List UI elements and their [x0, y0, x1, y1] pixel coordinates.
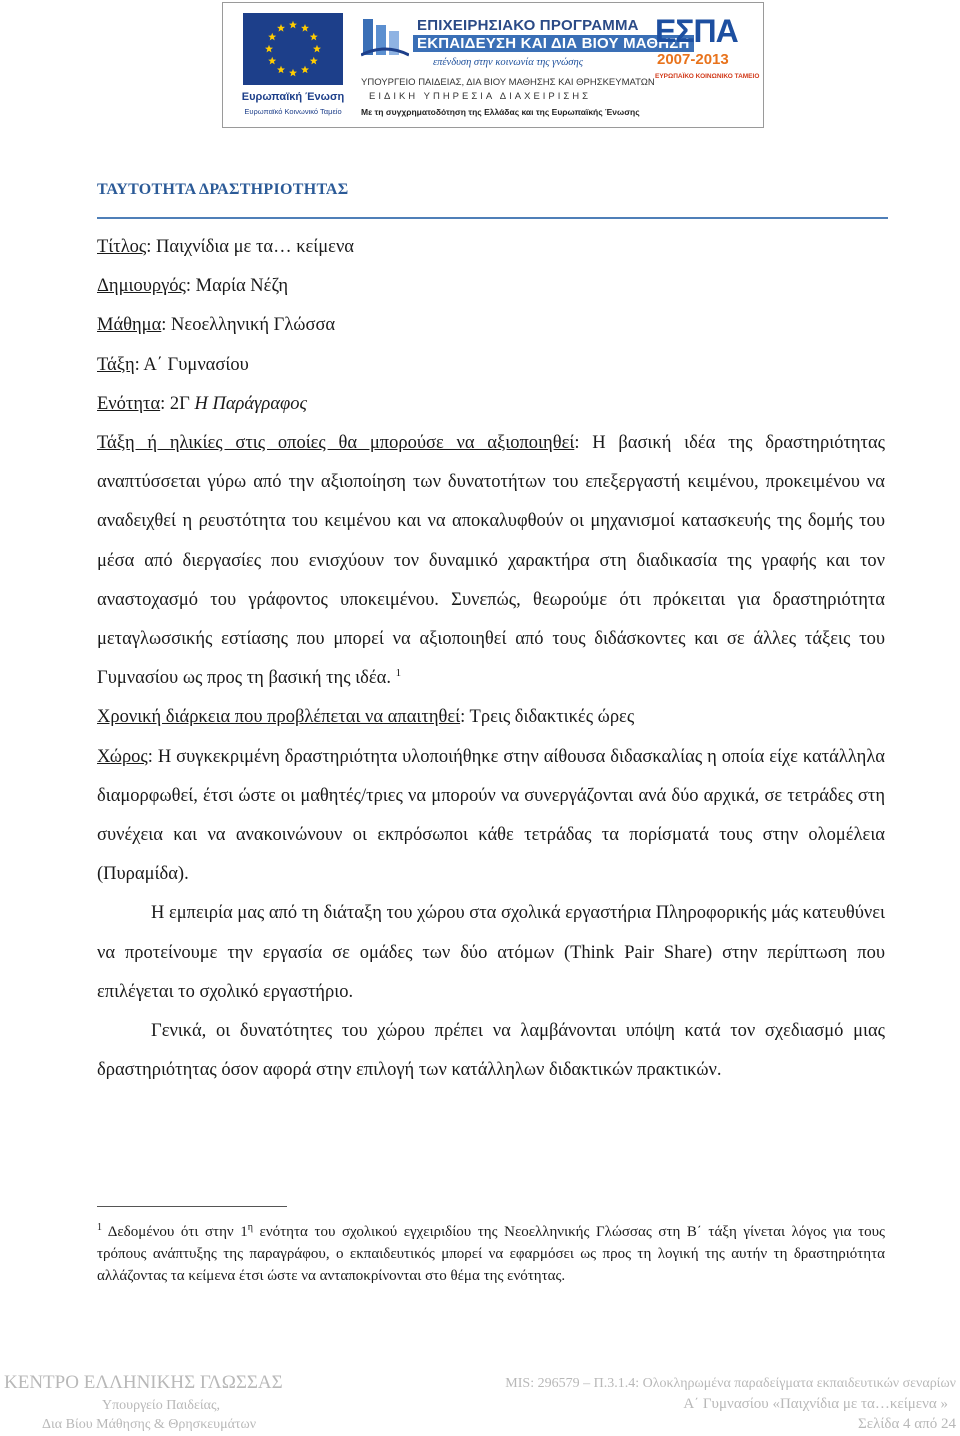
- field-label: Χρονική διάρκεια που προβλέπεται να απαιτηθεί: [97, 707, 461, 728]
- footer-ministry: Υπουργείο Παιδείας,: [102, 1398, 221, 1413]
- field-ages: [97, 424, 885, 698]
- field-label: Χώρος: [97, 746, 148, 767]
- field-label: Τίτλος: [97, 237, 147, 257]
- ministry-name: ΥΠΟΥΡΓΕΙΟ ΠΑΙΔΕΙΑΣ, ΔΙΑ ΒΙΟΥ ΜΑΘΗΣΗΣ ΚΑΙ ΘΡΗΣΚΕΥΜΑΤΩΝ: [361, 77, 655, 88]
- espa-fund-name: ΕΥΡΩΠΑΪΚΟ ΚΟΙΝΩΝΙΚΟ ΤΑΜΕΙΟ: [655, 73, 760, 80]
- footer-mis: MIS: 296579 – Π.3.1.4: Ολοκληρωμένα παραδείγματα εκπαιδευτικών σεναρίων: [505, 1376, 956, 1391]
- field-label: Ενότητα: [97, 393, 161, 414]
- program-title: ΕΠΙΧΕΙΡΗΣΙΑΚΟ ΠΡΟΓΡΑΜΜΑ: [417, 17, 639, 34]
- field-class: [97, 346, 885, 385]
- field-value: : Νεοελληνική Γλώσσα: [161, 315, 336, 336]
- espa-logo: [655, 11, 759, 123]
- field-value: : Τρεις διδακτικές ώρες: [460, 707, 635, 728]
- eu-flag-icon: [243, 13, 343, 85]
- service-name: ΕΙΔΙΚΗ ΥΠΗΡΕΣΙΑ ΔΙΑΧΕΙΡΙΣΗΣ: [369, 91, 592, 102]
- footnote-number: 1: [97, 1222, 102, 1233]
- header-banner: [222, 2, 764, 128]
- field-subject: [97, 306, 885, 345]
- eu-name: Ευρωπαϊκή Ένωση: [241, 91, 345, 103]
- footnote-sup: η: [247, 1222, 253, 1233]
- field-value: : 2Γ: [160, 393, 195, 414]
- field-unit: [97, 385, 885, 424]
- paragraph: Η εμπειρία μας από τη διάταξη του χώρου στα σχολικά εργαστήρια Πληροφορικής μάς κατευθύνει να προτείνουμε την εργασία σε ομάδες των δύο ατόμων (Think Pair Share) στην περίπτωση που επιλέγεται το σχολικό εργαστήριο.: [97, 903, 886, 1002]
- espa-years: 2007-2013: [657, 51, 729, 68]
- page-number: Σελίδα 4 από 24: [858, 1416, 956, 1432]
- cofunding-note: Με τη συγχρηματοδότηση της Ελλάδας και της Ευρωπαϊκής Ένωσης: [361, 107, 640, 117]
- field-value: : Μαρία Νέζη: [185, 276, 289, 297]
- program-subtitle: ΕΚΠΑΙΔΕΥΣΗ ΚΑΙ ΔΙΑ ΒΙΟΥ ΜΑΘΗΣΗ: [413, 35, 694, 52]
- field-value: : Η συγκεκριμένη δραστηριότητα υλοποιήθηκε στην αίθουσα διδασκαλίας η οποία είχε κατάλληλα διαμορφωθεί, έτσι ώστε οι μαθητές/τριες να μπορούν να συνεργάζονται ανά δύο αρχικά, σε τετράδες στη συνέχεια και να ανακοινώνουν οι εκπρόσωποι κάθε τετράδας τα πορίσματά τους στην ολομέλεια (Πυραμίδα).: [97, 746, 885, 885]
- field-space: [97, 738, 885, 895]
- field-label: Τάξη ή ηλικίες στις οποίες θα μπορούσε να αξιοποιηθεί: [97, 433, 575, 454]
- footnote-text: ενότητα του σχολικού εγχειριδίου της Νεοελληνικής Γλώσσας στη Β΄ τάξη γίνεται λόγος για τους τρόπους ανάπτυξης της παραγράφου, ο εκπαιδευτικός μπορεί να εφαρμόσει ως προς τη λογική της αυτήν τη δραστηριότητα αλλάζοντας τα κείμενα έτσι ώστε να ανταποκρίνονται στο θέμα της ενότητας.: [97, 1224, 885, 1284]
- program-slogan: επένδυση στην κοινωνία της γνώσης: [433, 57, 583, 68]
- espa-wordmark: ΕΣΠΑ: [655, 13, 738, 49]
- footnote-text: Δεδομένου ότι στην 1: [102, 1224, 248, 1240]
- eu-fund-name: Ευρωπαϊκό Κοινωνικό Ταμείο: [244, 107, 342, 116]
- field-label: Δημιουργός: [97, 276, 186, 297]
- footnote-ref[interactable]: 1: [395, 667, 402, 680]
- footer-ministry-2: Δια Βίου Μάθησης & Θρησκευμάτων: [42, 1417, 257, 1432]
- footer-org: ΚΕΝΤΡΟ ΕΛΛΗΝΙΚΗΣ ΓΛΩΣΣΑΣ: [4, 1372, 283, 1393]
- field-value-italic: Η Παράγραφος: [194, 393, 308, 414]
- field-value: : Η βασική ιδέα της δραστηριότητας αναπτύσσεται γύρω από την αξιοποίηση των δυνατοτήτων του επεξεργαστή κειμένου, προκειμένου να αναδειχθεί η ρευστότητα του κειμένου και να αποκαλυφθούν οι μηχανισμοί κατασκευής της δομής του μέσα από διεργασίες που ενισχύουν τον δυναμικό χαρακτήρα στη διαδικασία της γραφής και τον αναστοχασμό του γράφοντος υποκειμένου. Συνεπώς, θεωρούμε ότι πρόκειται για δραστηριότητα μεταγλωσσικής εστίασης που μπορεί να αξιοποιηθεί από τους διδάσκοντες και σε άλλες τάξεις του Γυμνασίου ως προς τη βασική της ιδέα.: [97, 433, 886, 689]
- eu-logo: [237, 13, 349, 123]
- field-value: : Α΄ Γυμνασίου: [134, 354, 249, 375]
- field-duration: [97, 698, 885, 737]
- heading-divider: [97, 217, 888, 219]
- field-value: : Παιχνίδια με τα… κείμενα: [146, 237, 355, 257]
- field-creator: [97, 267, 885, 306]
- program-logo: [361, 11, 690, 123]
- field-label: Τάξη: [97, 354, 135, 375]
- field-title: [97, 228, 885, 267]
- field-label: Μάθημα: [97, 315, 162, 336]
- footnote-divider: [97, 1206, 287, 1207]
- paragraph: Γενικά, οι δυνατότητες του χώρου πρέπει να λαμβάνονται υπόψη κατά τον σχεδιασμό μιας δραστηριότητας όσον αφορά στην επιλογή των κατάλληλων διδακτικών πρακτικών.: [97, 1021, 885, 1081]
- document-body: [97, 228, 885, 1090]
- section-heading: ΤΑΥΤΟΤΗΤΑ ΔΡΑΣΤΗΡΙΟΤΗΤΑΣ: [97, 181, 349, 198]
- footer-scenario: Α΄ Γυμνασίου «Παιχνίδια με τα…κείμενα »: [683, 1396, 948, 1412]
- footnote: [97, 1222, 885, 1287]
- program-mark-icon: [361, 15, 409, 59]
